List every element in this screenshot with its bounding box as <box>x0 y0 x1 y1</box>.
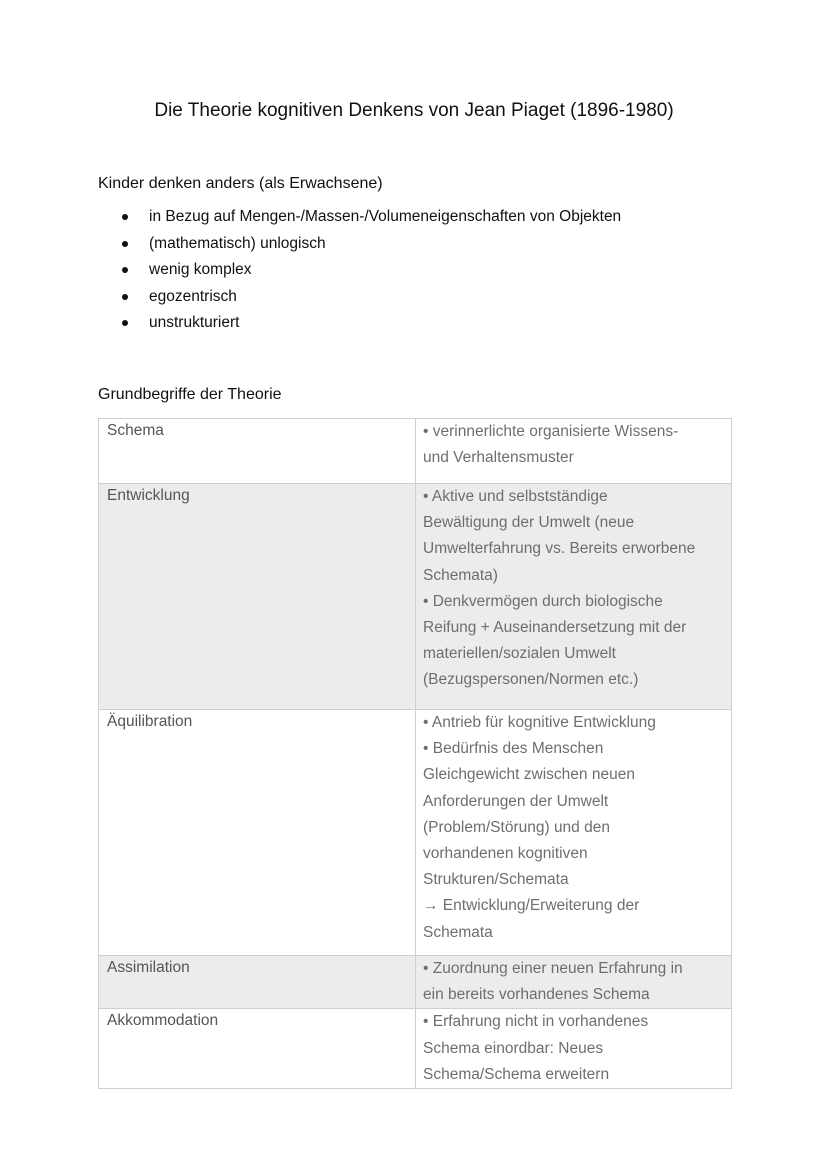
description-line: • Aktive und selbstständige <box>423 488 608 505</box>
table-row <box>99 484 732 710</box>
section-heading-grundbegriffe: Grundbegriffe der Theorie <box>98 386 282 403</box>
list-item: (mathematisch) unlogisch <box>122 233 621 260</box>
description-line: → Entwicklung/Erweiterung der <box>423 897 640 915</box>
description-cell <box>416 419 732 484</box>
description-line: • Antrieb für kognitive Entwicklung <box>423 714 656 731</box>
description-cell <box>416 1009 732 1089</box>
list-item: egozentrisch <box>122 286 621 313</box>
description-cell <box>416 484 732 710</box>
list-item: wenig komplex <box>122 259 621 286</box>
description-line: Schemata <box>423 923 493 941</box>
description-line: Strukturen/Schemata <box>423 871 569 889</box>
bullet-icon <box>122 294 128 300</box>
description-cell <box>416 710 732 956</box>
document-title: Die Theorie kognitiven Denkens von Jean Piaget (1896-1980) <box>154 100 674 121</box>
description-line: • Denkvermögen durch biologische <box>423 592 663 610</box>
description-line: Umwelterfahrung vs. Bereits erworbene <box>423 540 696 558</box>
description-line: Schema/Schema erweitern <box>423 1065 610 1083</box>
term-cell: Assimilation <box>99 956 416 1009</box>
description-line: • Erfahrung nicht in vorhandenes <box>423 1013 649 1031</box>
list-item: unstrukturiert <box>122 312 621 339</box>
term-cell: Akkommodation <box>99 1009 416 1089</box>
description-line: Bewältigung der Umwelt (neue <box>423 514 635 532</box>
bullet-icon <box>122 267 128 273</box>
description-line: vorhandenen kognitiven <box>423 845 588 863</box>
description-line: (Bezugspersonen/Normen etc.) <box>423 671 639 689</box>
bullet-icon <box>122 241 128 247</box>
concepts-table <box>98 418 732 1089</box>
description-cell <box>416 956 732 1009</box>
description-line: ein bereits vorhandenes Schema <box>423 986 650 1004</box>
table-row <box>99 956 732 1009</box>
bullet-icon <box>122 214 128 220</box>
description-line: (Problem/Störung) und den <box>423 818 610 836</box>
description-line: • Zuordnung einer neuen Erfahrung in <box>423 960 683 977</box>
description-line: Schema einordbar: Neues <box>423 1039 604 1057</box>
list-item: in Bezug auf Mengen-/Massen-/Volumeneigenschaften von Objekten <box>122 206 621 233</box>
description-line: Gleichgewicht zwischen neuen <box>423 766 635 784</box>
description-line: Reifung + Auseinandersetzung mit der <box>423 619 687 637</box>
term-cell: Schema <box>99 419 416 484</box>
section-heading-kinder: Kinder denken anders (als Erwachsene) <box>98 175 383 192</box>
table-row <box>99 1009 732 1089</box>
term-cell: Äquilibration <box>99 710 416 956</box>
description-line: • verinnerlichte organisierte Wissens- <box>423 423 679 440</box>
table-row <box>99 710 732 956</box>
description-line: Anforderungen der Umwelt <box>423 792 609 810</box>
description-line: • Bedürfnis des Menschen <box>423 740 604 758</box>
table-row <box>99 419 732 484</box>
bullet-list <box>122 206 621 339</box>
term-cell: Entwicklung <box>99 484 416 710</box>
description-line: materiellen/sozialen Umwelt <box>423 645 616 663</box>
description-line: Schemata) <box>423 566 498 584</box>
bullet-icon <box>122 320 128 326</box>
description-line: und Verhaltensmuster <box>423 449 574 467</box>
